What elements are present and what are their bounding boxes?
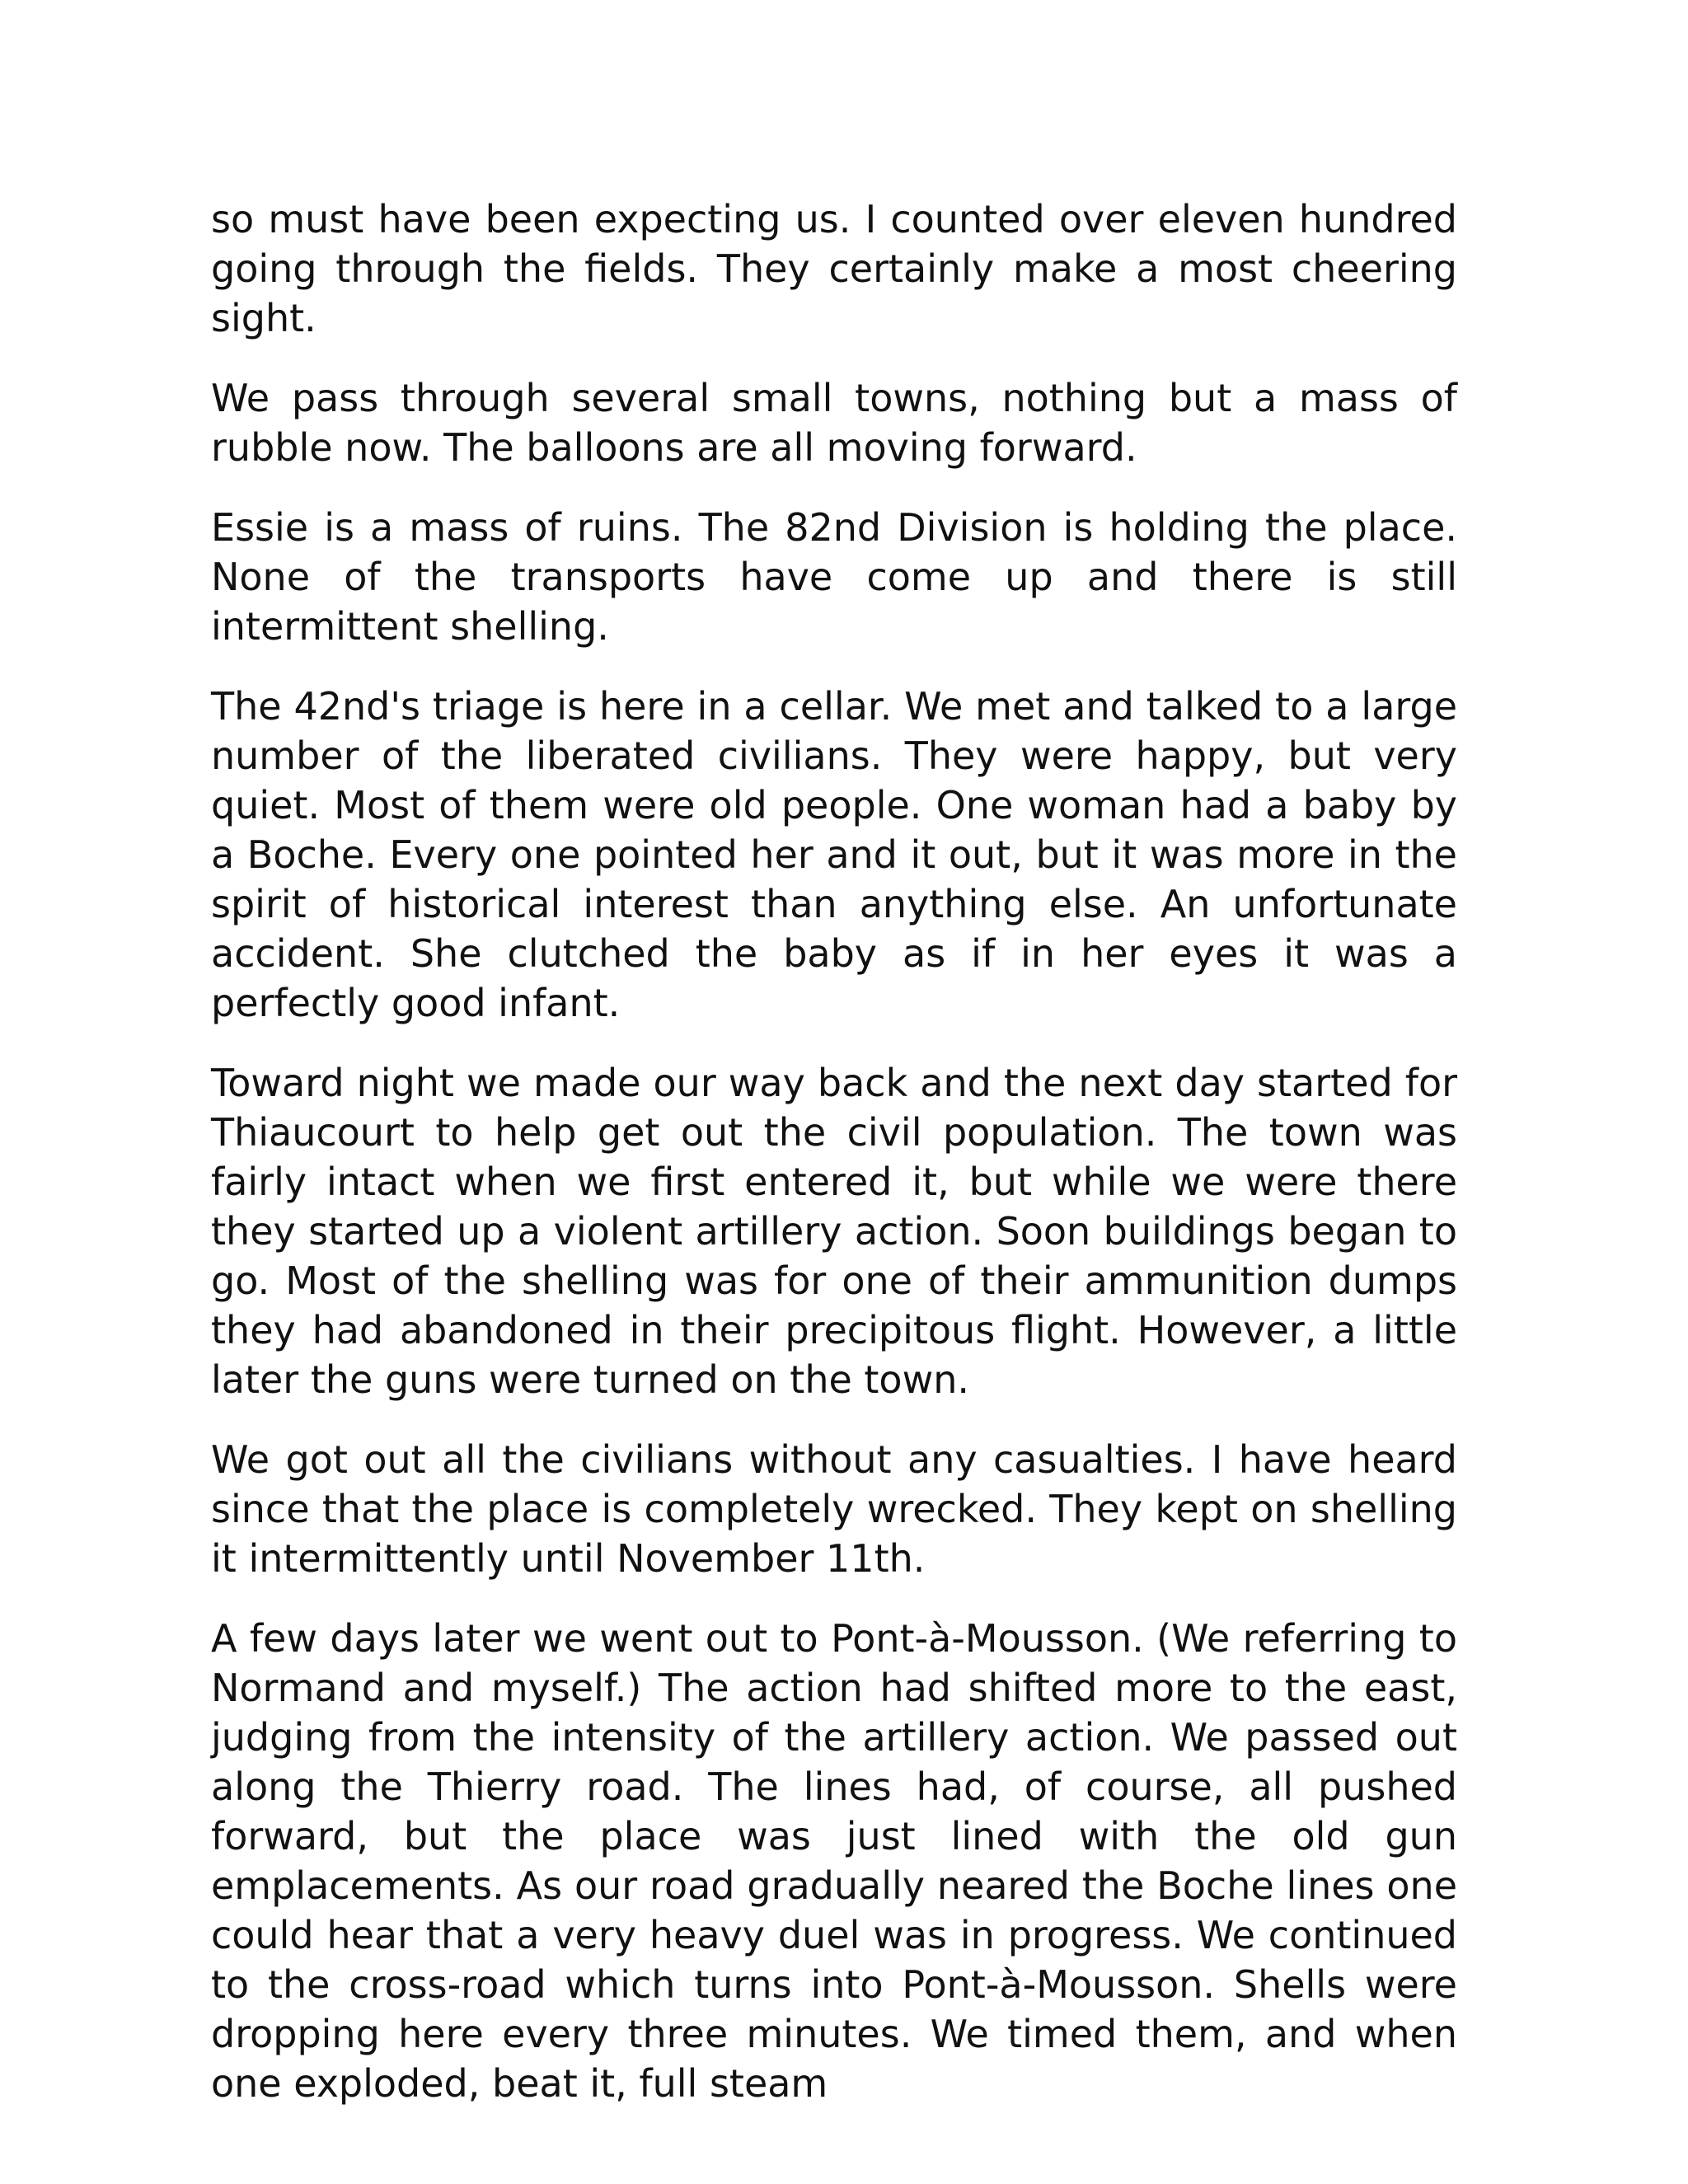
paragraph-6: We got out all the civilians without any casualties. I have heard since that the place is completely wrecked. They kept on shelling it intermittently until November 11th. <box>211 1437 1457 1581</box>
body-text <box>211 194 1457 2139</box>
paragraph-1: so must have been expecting us. I counted over eleven hundred going through the fields. They certainly make a most cheering sight. <box>211 197 1457 340</box>
paragraph-5: Toward night we made our way back and the next day started for Thiaucourt to help get out the civil population. The town was fairly intact when we first entered it, but while we were there they started up a violent artillery action. Soon buildings began to go. Most of the shelling was for one of their ammunition dumps they had abandoned in their precipitous flight. However, a little later the guns were turned on the town. <box>211 1061 1457 1402</box>
paragraph-4: The 42nd's triage is here in a cellar. We met and talked to a large number of the liberated civilians. They were happy, but very quiet. Most of them were old people. One woman had a baby by a Boche. Every one pointed her and it out, but it was more in the spirit of historical interest than anything else. An unfortunate accident. She clutched the baby as if in her eyes it was a perfectly good infant. <box>211 684 1457 1025</box>
paragraph-7: A few days later we went out to Pont-à-Mousson. (We referring to Normand and myself.) The action had shifted more to the east, judging from the intensity of the artillery action. We passed out along the Thierry road. The lines had, of course, all pushed forward, but the place was just lined with the old gun emplacements. As our road gradually neared the Boche lines one could hear that a very heavy duel was in progress. We continued to the cross-road which turns into Pont-à-Mousson. Shells were dropping here every three minutes. We timed them, and when one exploded, beat it, full steam <box>211 1616 1457 2106</box>
paragraph-2: We pass through several small towns, nothing but a mass of rubble now. The balloons are all moving forward. <box>211 376 1457 470</box>
paragraph-3: Essie is a mass of ruins. The 82nd Division is holding the place. None of the transports have come up and there is still intermittent shelling. <box>211 505 1457 649</box>
